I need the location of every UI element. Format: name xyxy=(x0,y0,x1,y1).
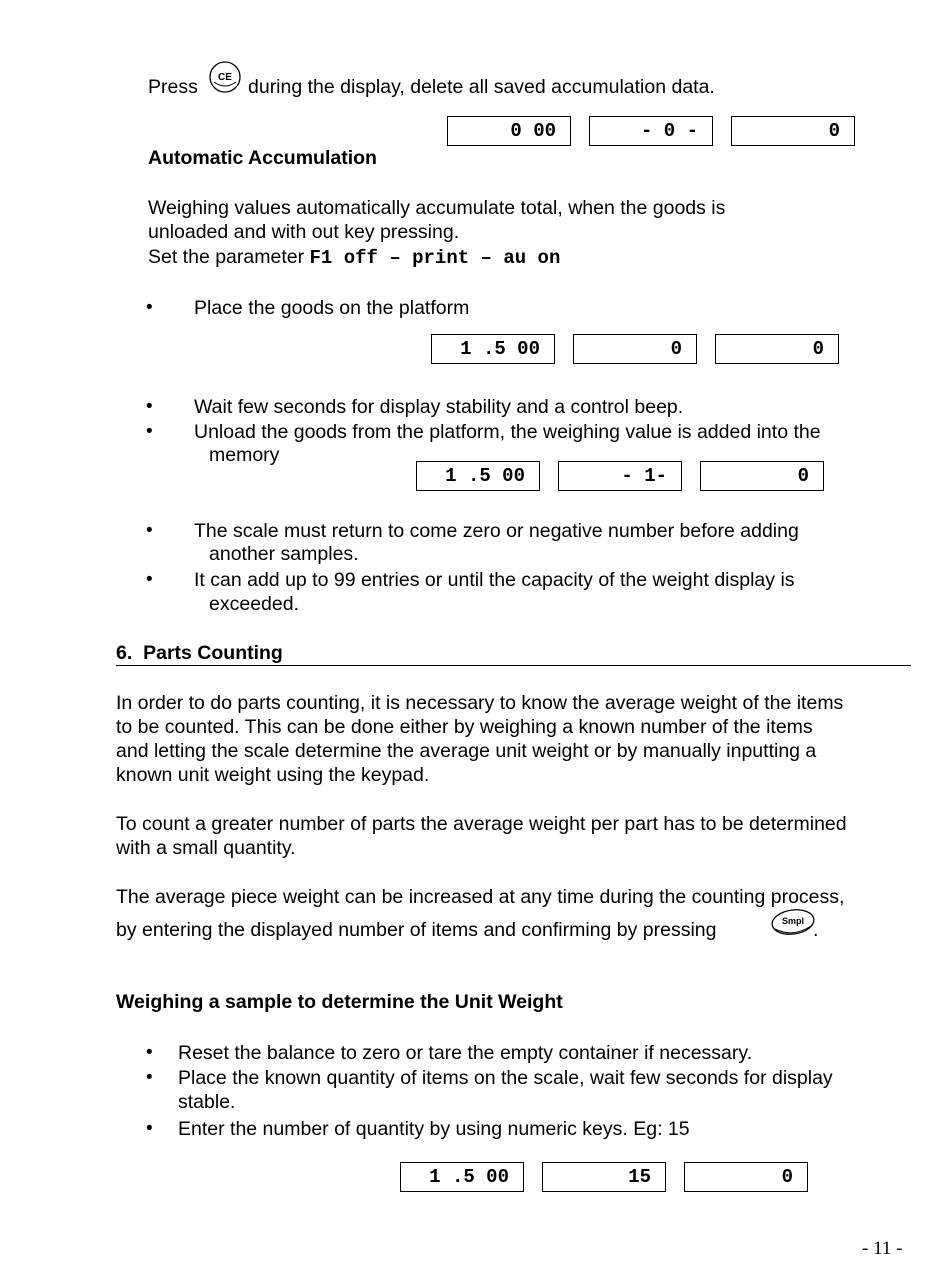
section-heading-auto-accumulation: Automatic Accumulation xyxy=(148,147,377,169)
param-line xyxy=(148,245,560,270)
bullet-return-line2: another samples. xyxy=(209,543,359,565)
bullet: • xyxy=(146,1067,153,1088)
bullet-place-known-line2: stable. xyxy=(178,1091,236,1113)
bullet-place-known-line1: Place the known quantity of items on the scale, wait few seconds for display xyxy=(178,1067,833,1089)
param-code: F1 off – print – au on xyxy=(309,247,561,269)
bullet-reset: Reset the balance to zero or tare the empty container if necessary. xyxy=(178,1042,753,1064)
press-label: Press xyxy=(148,76,198,98)
bullet-entries-line2: exceeded. xyxy=(209,593,299,615)
display-weight: 1 .5 00 xyxy=(431,334,555,364)
bullet-unload-line1: Unload the goods from the platform, the weighing value is added into the xyxy=(194,421,821,443)
bullet: • xyxy=(146,1042,153,1063)
parts-p1-line4: known unit weight using the keypad. xyxy=(116,764,430,786)
bullet-wait: Wait few seconds for display stability and a control beep. xyxy=(194,396,684,418)
display-count: - 0 - xyxy=(589,116,713,146)
bullet-entries-line1: It can add up to 99 entries or until the capacity of the weight display is xyxy=(194,569,795,591)
display-weight: 1 .5 00 xyxy=(416,461,540,491)
bullet: • xyxy=(146,297,153,318)
parts-p3-line2: by entering the displayed number of items and confirming by pressing xyxy=(116,919,717,941)
bullet-unload-line2: memory xyxy=(209,444,280,466)
display-total: 0 xyxy=(731,116,855,146)
smpl-key-icon xyxy=(770,907,816,939)
display-weight: 1 .5 00 xyxy=(400,1162,524,1192)
param-prefix: Set the parameter xyxy=(148,246,305,268)
display-weight: 0 00 xyxy=(447,116,571,146)
smpl-key-label: Smpl xyxy=(781,916,805,926)
bullet: • xyxy=(146,520,153,541)
display-total: 0 xyxy=(715,334,839,364)
display-count: 0 xyxy=(573,334,697,364)
parts-p3-end: . xyxy=(813,919,819,941)
bullet: • xyxy=(146,421,153,442)
auto-para-line1: Weighing values automatically accumulate total, when the goods is xyxy=(148,197,726,219)
heading-rule xyxy=(116,665,911,666)
display-count: - 1- xyxy=(558,461,682,491)
auto-para-line2: unloaded and with out key pressing. xyxy=(148,221,460,243)
parts-p1-line2: to be counted. This can be done either by weighing a known number of the items xyxy=(116,716,813,738)
clear-instruction: during the display, delete all saved accumulation data. xyxy=(248,76,715,98)
parts-p3-line1: The average piece weight can be increased at any time during the counting process, xyxy=(116,886,845,908)
ce-key-label: CE xyxy=(218,72,232,83)
bullet: • xyxy=(146,1118,153,1139)
display-count: 15 xyxy=(542,1162,666,1192)
page-number: - 11 - xyxy=(862,1238,903,1259)
display-total: 0 xyxy=(684,1162,808,1192)
bullet-return-line1: The scale must return to come zero or negative number before adding xyxy=(194,520,799,542)
ce-key-icon xyxy=(208,60,242,94)
parts-p2-line1: To count a greater number of parts the average weight per part has to be determined xyxy=(116,813,847,835)
bullet-place-goods: Place the goods on the platform xyxy=(194,297,470,319)
parts-p2-line2: with a small quantity. xyxy=(116,837,296,859)
section-heading-weighing-sample: Weighing a sample to determine the Unit Weight xyxy=(116,991,563,1013)
bullet-enter-quantity: Enter the number of quantity by using numeric keys. Eg: 15 xyxy=(178,1118,690,1140)
bullet: • xyxy=(146,396,153,417)
display-total: 0 xyxy=(700,461,824,491)
bullet: • xyxy=(146,569,153,590)
parts-p1-line1: In order to do parts counting, it is necessary to know the average weight of the items xyxy=(116,692,844,714)
section-heading-parts-counting: 6. Parts Counting xyxy=(116,642,283,664)
parts-p1-line3: and letting the scale determine the average unit weight or by manually inputting a xyxy=(116,740,817,762)
